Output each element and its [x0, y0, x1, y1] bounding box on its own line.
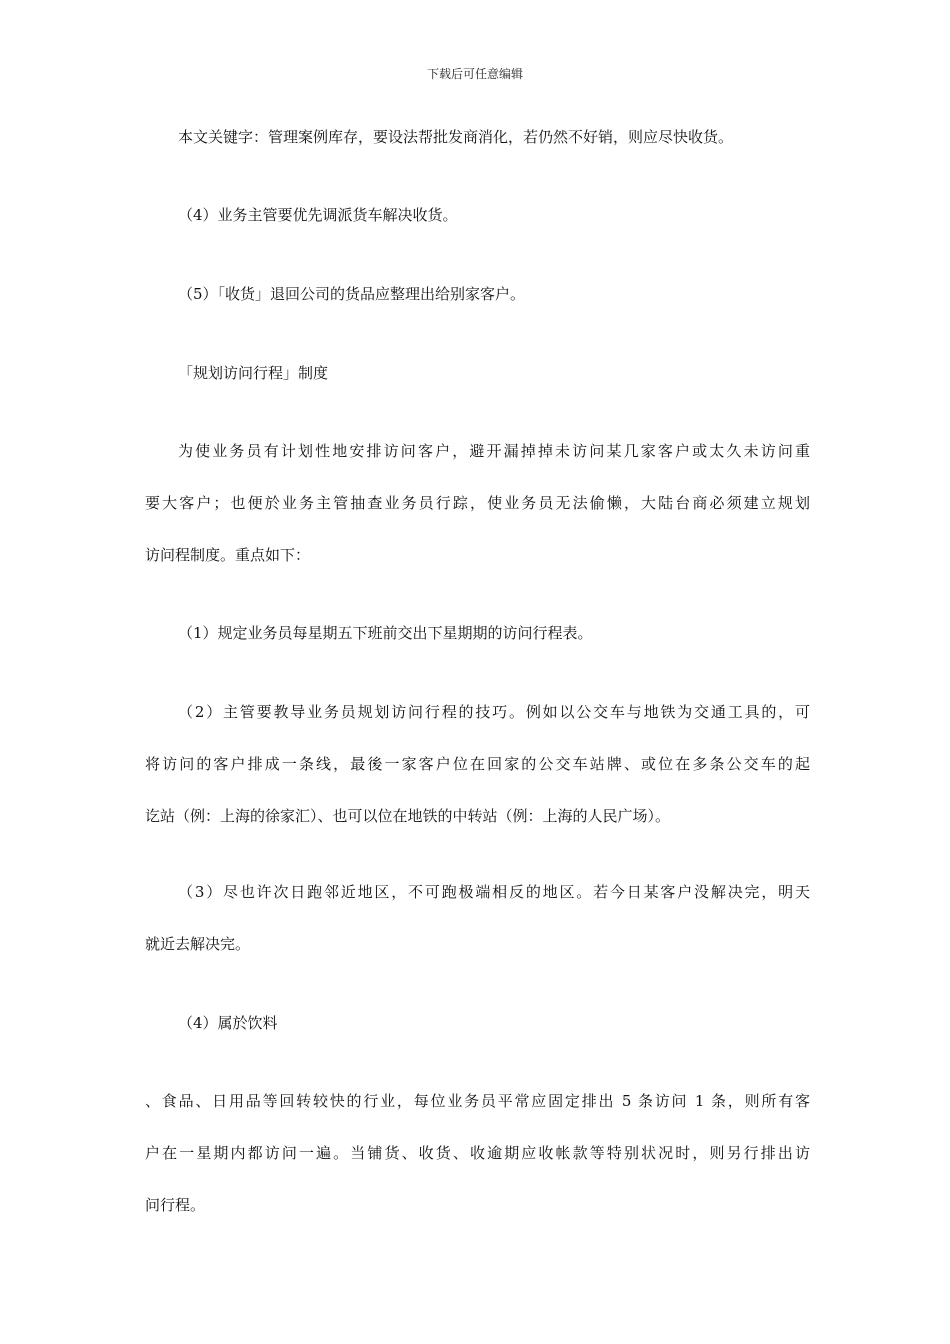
- text-line: 、食品、日用品等回转较快的行业，每位业务员平常应固定排出 5 条访问 1 条，则所有客: [145, 1092, 810, 1110]
- paragraph-item-1: [145, 607, 810, 659]
- paragraph-item-4-truck: [145, 189, 810, 241]
- text-line: 讫站（例：上海的徐家汇）、也可以位在地铁的中转站（例：上海的人民广场）。: [145, 807, 671, 825]
- text-line: 问行程。: [145, 1196, 206, 1214]
- paragraph-item-3: [145, 866, 810, 970]
- text-line: （4）业务主管要优先调派货车解决收货。: [178, 206, 458, 224]
- text-line: 本文关键字：管理案例库存，要设法帮批发商消化，若仍然不好销，则应尽快收货。: [178, 128, 734, 146]
- section-heading: [145, 347, 810, 399]
- page-header: 下载后可任意编辑: [426, 67, 523, 81]
- paragraph-intro: [145, 425, 810, 581]
- text-line: 将访问的客户排成一条线，最後一家客户位在回家的公交车站牌、或位在多条公交车的起: [145, 755, 810, 773]
- text-line: 户在一星期内都访问一遍。当铺货、收货、收逾期应收帐款等特别状况时，则另行排出访: [145, 1144, 810, 1162]
- paragraph-item-4-drinks: [145, 997, 810, 1049]
- text-line: （1）规定业务员每星期五下班前交出下星期期的访问行程表。: [178, 624, 593, 642]
- paragraph-item-2: [145, 686, 810, 842]
- text-line: （2）主管要教导业务员规划访问行程的技巧。例如以公交车与地铁为交通工具的，可: [178, 703, 810, 721]
- heading-text: 「规划访问行程」制度: [178, 364, 329, 382]
- text-line: （5）「收货」退回公司的货品应整理出给别家客户。: [178, 285, 526, 303]
- text-line: 访问程制度。重点如下：: [145, 546, 311, 564]
- paragraph-keywords: [145, 111, 810, 163]
- text-line: 要大客户；也便於业务主管抽查业务员行踪，使业务员无法偷懒，大陆台商必须建立规划: [145, 494, 810, 512]
- text-line: （3）尽也许次日跑邻近地区，不可跑极端相反的地区。若今日某客户没解决完，明天: [178, 883, 810, 901]
- text-line: 为使业务员有计划性地安排访问客户，避开漏掉掉未访问某几家客户或太久未访问重: [178, 442, 810, 460]
- paragraph-item-5-returns: [145, 268, 810, 320]
- text-line: 就近去解决完。: [145, 935, 251, 953]
- text-line: （4）属於饮料: [178, 1014, 278, 1032]
- paragraph-continuation: [145, 1075, 810, 1231]
